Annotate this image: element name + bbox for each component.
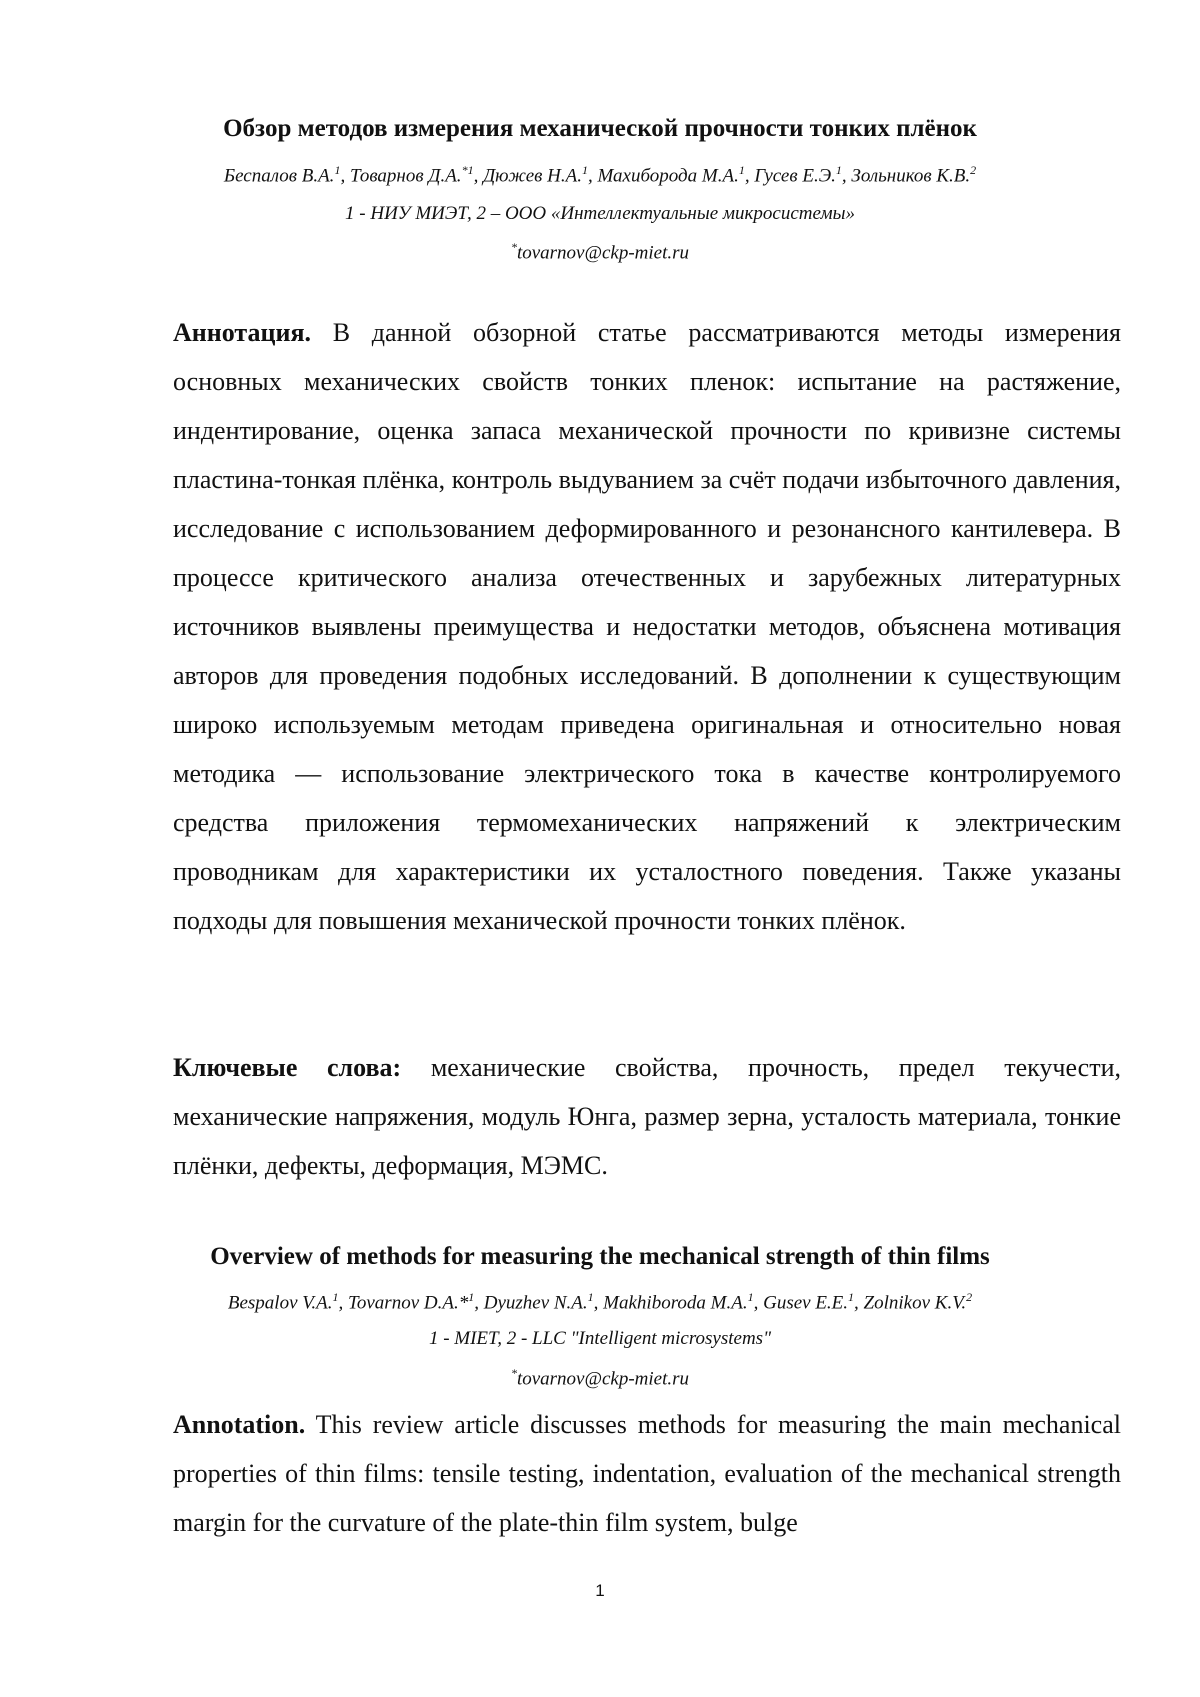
author-name: Gusev E.E. xyxy=(763,1292,849,1314)
author-separator: , xyxy=(753,1292,764,1314)
author-affiliation-mark: *1 xyxy=(461,163,474,177)
author-affiliation-mark: 1 xyxy=(332,1290,339,1304)
author-name: Zolnikov K.V. xyxy=(863,1292,967,1314)
author-separator: , xyxy=(338,1292,349,1314)
abstract-body-en: This review article discusses methods for measuring the main mechanical properties of thin films: tensile testing, indentation, evaluation of the mechanical strength margin for the curvature of the plate-thin film system, bulge xyxy=(173,1410,1121,1537)
abstract-en xyxy=(173,1400,1121,1547)
author-name: Bespalov V.A. xyxy=(227,1292,333,1314)
email-text: tovarnov@ckp-miet.ru xyxy=(516,242,690,264)
author-affiliation-mark: 1 xyxy=(587,1290,594,1304)
author-name: Беспалов В.А. xyxy=(223,165,335,187)
author-separator: , xyxy=(841,165,852,187)
corresponding-mark: * xyxy=(510,1366,517,1380)
author-separator: , xyxy=(854,1292,864,1314)
author-name: Гусев Е.Э. xyxy=(754,165,836,187)
author-affiliation-mark: 1 xyxy=(468,1290,475,1304)
author-separator: , xyxy=(473,165,484,187)
author-separator: , xyxy=(340,165,350,187)
paper-title-ru: Обзор методов измерения механической прочности тонких плёнок xyxy=(223,115,977,142)
author-name: Махиборода М.А. xyxy=(597,165,739,187)
affiliation-ru: 1 - НИУ МИЭТ, 2 – ООО «Интеллектуальные микросистемы» xyxy=(345,203,855,224)
author-affiliation-mark: 1 xyxy=(581,163,588,177)
author-name: Зольников К.В. xyxy=(851,165,971,187)
author-name: Makhiboroda M.A. xyxy=(603,1292,748,1314)
author-affiliation-mark: 2 xyxy=(970,163,977,177)
abstract-body-ru: В данной обзорной статье рассматриваются методы измерения основных механических свойств тонких пленок: испытание на растяжение, индентирование, оценка запаса механической прочности по кривизне системы пластина-тонкая плёнка, контроль выдуванием за счёт подачи избыточного давления, исследование с использованием деформированного и резонансного кантилевера. В процессе критического анализа отечественных и зарубежных литературных источников выявлены преимущества и недостатки методов, объяснена мотивация авторов для проведения подобных исследований. В дополнении к существующим широко используемым методам приведена оригинальная и относительно новая методика — использование электрического тока в качестве контролируемого средства приложения термомеханических напряжений к электрическим проводникам для характеристики их усталостного поведения. Также указаны подходы для повышения механической прочности тонких плёнок. xyxy=(173,318,1121,935)
author-name: Дюжев Н.А. xyxy=(483,165,582,187)
author-affiliation-mark: 1 xyxy=(334,163,341,177)
corresponding-mark: * xyxy=(510,240,517,254)
author-name: Tovarnov D.A.* xyxy=(348,1292,469,1314)
author-list-en xyxy=(0,1290,1200,1314)
author-separator: , xyxy=(474,1292,484,1314)
author-affiliation-mark: 1 xyxy=(848,1290,855,1304)
abstract-ru xyxy=(173,308,1121,945)
author-affiliation-mark: 1 xyxy=(747,1290,754,1304)
keywords-ru xyxy=(173,1043,1121,1190)
author-affiliation-mark: 1 xyxy=(738,163,745,177)
abstract-label-en: Annotation. xyxy=(173,1410,306,1439)
author-separator: , xyxy=(744,165,755,187)
keywords-body-ru: механические свойства, прочность, предел текучести, механические напряжения, модуль Юнга, размер зерна, усталость материала, тонкие плёнки, дефекты, деформация, МЭМС. xyxy=(173,1053,1121,1180)
author-affiliation-mark: 1 xyxy=(835,163,842,177)
author-name: Товарнов Д.А. xyxy=(349,165,462,187)
contact-email-en xyxy=(0,1366,1200,1390)
author-name: Dyuzhev N.A. xyxy=(483,1292,588,1314)
affiliation-en: 1 - MIET, 2 - LLC "Intelligent microsystems" xyxy=(428,1328,772,1349)
paper-title-en: Overview of methods for measuring the mechanical strength of thin films xyxy=(210,1243,990,1270)
page-number: 1 xyxy=(595,1581,605,1600)
email-text: tovarnov@ckp-miet.ru xyxy=(516,1368,690,1390)
author-list-ru xyxy=(0,163,1200,187)
author-separator: , xyxy=(587,165,598,187)
contact-email-ru xyxy=(0,240,1200,264)
author-separator: , xyxy=(593,1292,604,1314)
keywords-label-ru: Ключевые слова: xyxy=(173,1053,402,1082)
author-affiliation-mark: 2 xyxy=(966,1290,973,1304)
abstract-label-ru: Аннотация. xyxy=(173,318,312,347)
